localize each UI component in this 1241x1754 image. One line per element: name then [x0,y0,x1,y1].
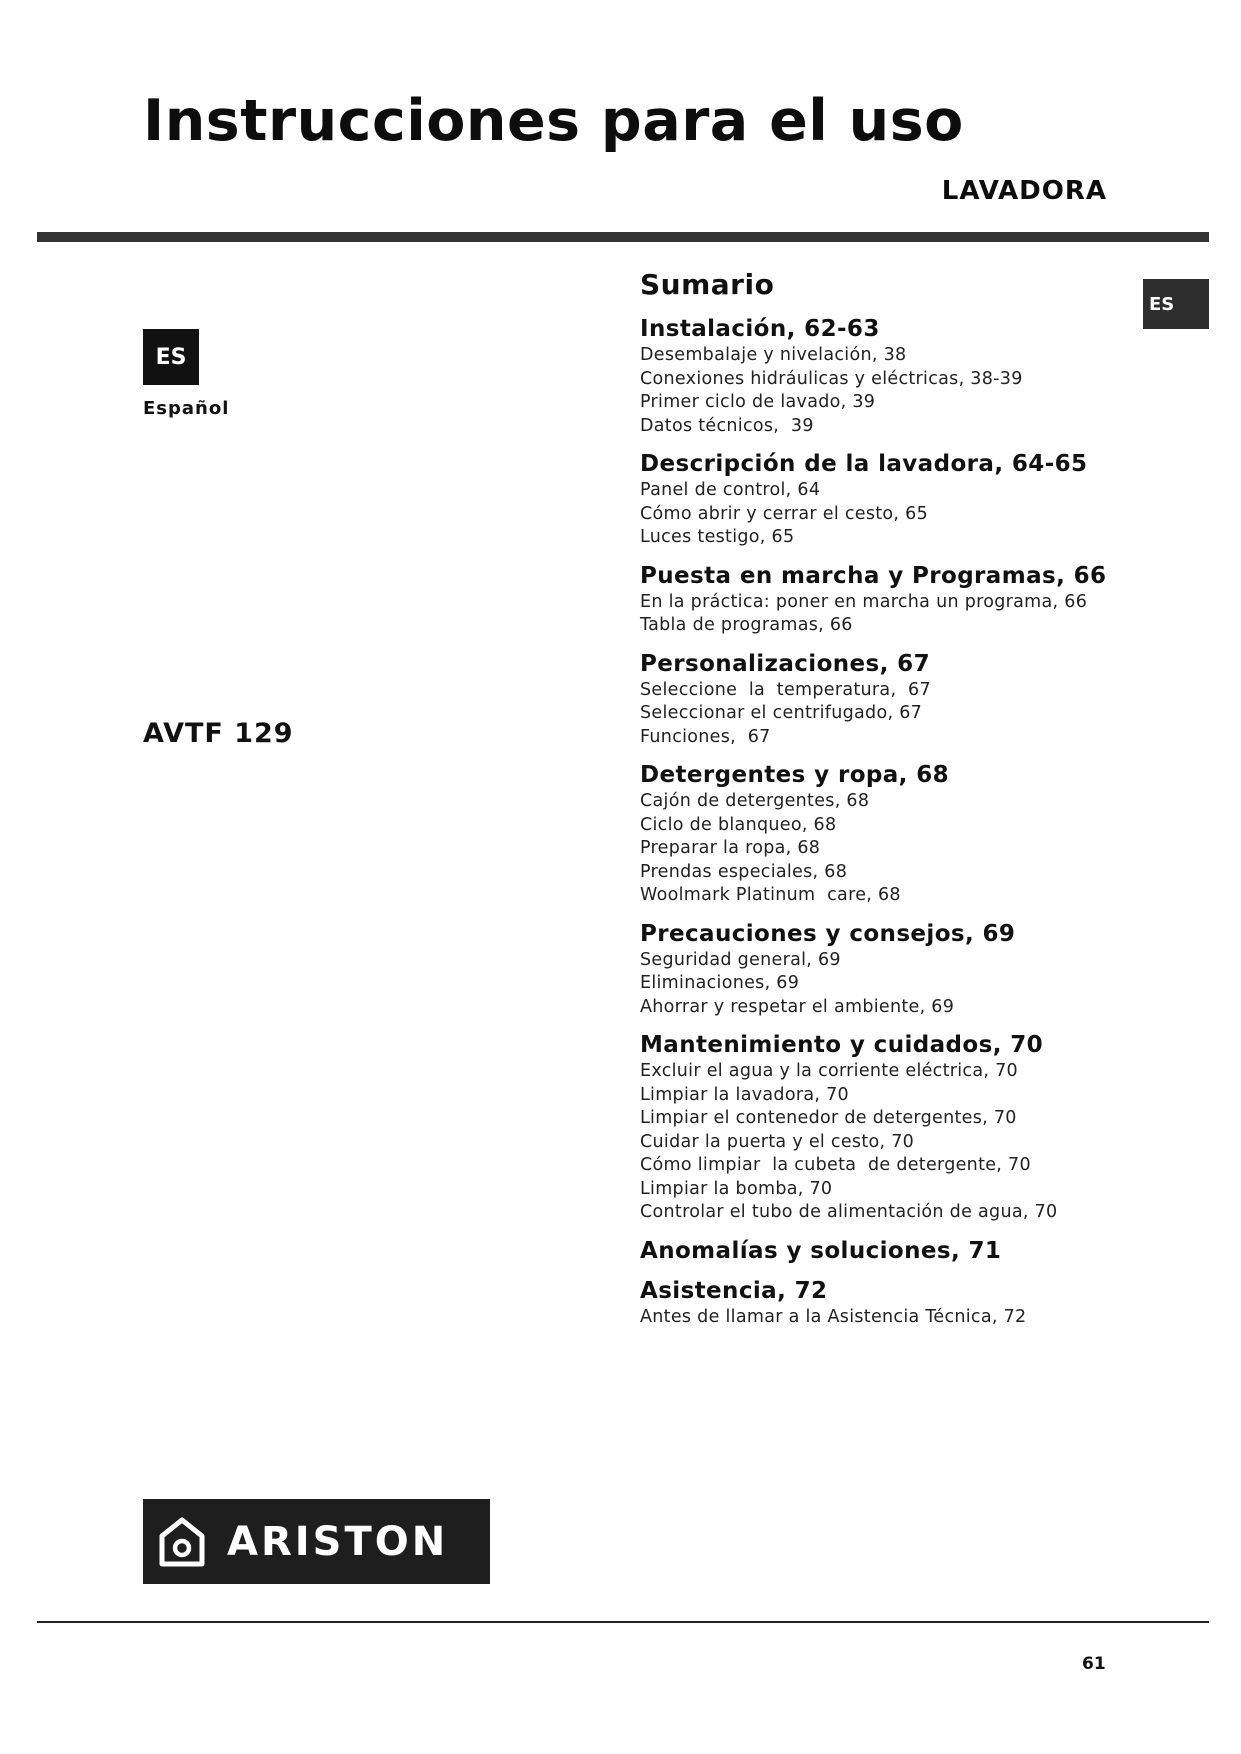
page-number: 61 [1082,1654,1106,1674]
toc-entry: Seleccione la temperatura, 67 [640,679,931,700]
toc-entry: Primer ciclo de lavado, 39 [640,392,876,412]
toc-heading: Sumario [640,268,775,301]
language-badge: ES [143,329,199,385]
toc-entry: Woolmark Platinum care, 68 [640,885,901,905]
toc-section [640,561,1180,638]
toc-entry: Ahorrar y respetar el ambiente, 69 [640,996,955,1017]
brand-logo [143,1499,490,1584]
toc-sections [640,314,1180,1329]
toc-entry: Preparar la ropa, 68 [640,838,821,858]
toc-entry: Conexiones hidráulicas y eléctricas, 38-39 [640,368,1023,389]
toc-section-title: Personalizaciones, 67 [640,650,930,677]
toc-entry: Limpiar la bomba, 70 [640,1178,833,1199]
brand-name: ARISTON [227,1518,449,1565]
toc-entry: Cajón de detergentes, 68 [640,791,870,811]
toc-entry: Controlar el tubo de alimentación de agua, 70 [640,1202,1058,1222]
toc-entry: Datos técnicos, 39 [640,415,814,436]
toc-section-title: Instalación, 62-63 [640,316,880,342]
toc-entry: Limpiar la lavadora, 70 [640,1084,849,1105]
toc-section [640,1030,1180,1225]
toc-section [640,919,1180,1020]
language-side-tab: ES [1143,279,1209,329]
model-number: AVTF 129 [143,718,294,749]
toc-entry: Panel de control, 64 [640,480,821,500]
toc-section [640,1236,1180,1266]
toc-entry: Seleccionar el centrifugado, 67 [640,703,923,723]
toc-section-title: Mantenimiento y cuidados, 70 [640,1032,1044,1058]
toc-section-title: Detergentes y ropa, 68 [640,762,950,788]
toc-entry: Funciones, 67 [640,726,771,747]
toc-entry: Prendas especiales, 68 [640,861,848,882]
toc-entry: Luces testigo, 65 [640,527,795,547]
toc-section [640,449,1180,550]
toc-entry: Cómo limpiar la cubeta de detergente, 70 [640,1155,1031,1175]
bottom-divider [37,1621,1209,1623]
toc-entry: Seguridad general, 69 [640,949,841,970]
house-logo-icon [159,1517,205,1567]
toc-entry: Tabla de programas, 66 [640,615,853,635]
toc-entry: Limpiar el contenedor de detergentes, 70 [640,1108,1017,1128]
toc-section-title: Asistencia, 72 [640,1277,828,1304]
toc-entry: Ciclo de blanqueo, 68 [640,814,837,835]
toc-section [640,649,1180,750]
top-divider [37,232,1209,242]
language-label: Español [143,398,230,419]
toc-section [640,760,1180,908]
toc-entry: Antes de llamar a la Asistencia Técnica, 72 [640,1306,1027,1327]
toc-section [640,314,1180,438]
document-title: Instrucciones para el uso [143,88,964,154]
toc-section-title: Anomalías y soluciones, 71 [640,1237,1002,1264]
table-of-contents [640,268,1180,1329]
toc-entry: Desembalaje y nivelación, 38 [640,345,907,365]
toc-entry: Excluir el agua y la corriente eléctrica, 70 [640,1061,1018,1081]
toc-entry: Eliminaciones, 69 [640,973,800,993]
toc-section-title: Descripción de la lavadora, 64-65 [640,451,1088,477]
toc-section-title: Puesta en marcha y Programas, 66 [640,562,1107,589]
toc-entry: En la práctica: poner en marcha un programa, 66 [640,591,1088,612]
toc-entry: Cómo abrir y cerrar el cesto, 65 [640,503,929,524]
product-type: LAVADORA [941,176,1107,206]
toc-section [640,1276,1180,1330]
toc-section-title: Precauciones y consejos, 69 [640,920,1016,947]
toc-entry: Cuidar la puerta y el cesto, 70 [640,1131,915,1152]
